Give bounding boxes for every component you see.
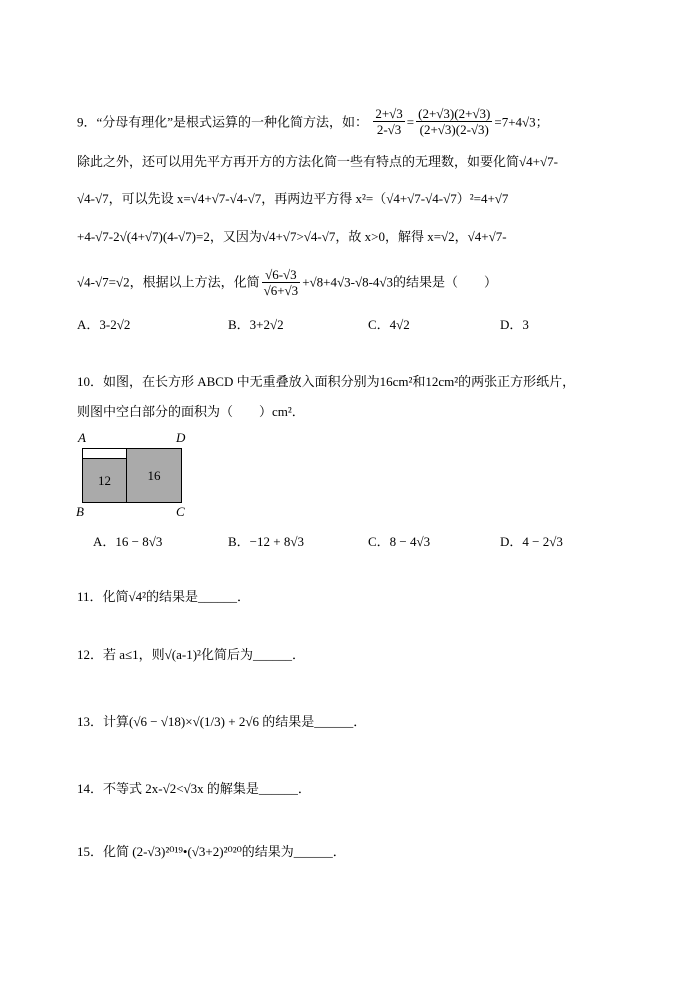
q10-line-1: 10．如图，在长方形 ABCD 中无重叠放入面积分别为16cm²和12cm²的两张正方形纸片， [77,374,576,389]
q9-intro: “分母有理化”是根式运算的一种化简方法，如： [96,114,369,130]
fig-label-d: D [176,430,186,445]
q9-example-lhs [373,106,404,137]
q9-line-4: +4-√7-2√(4+√7)(4-√7)=2，又因为√4+√7>√4-√7，故 x>0，解得 x=√2，√4+√7- [77,229,507,244]
q9-number: 9． [77,114,97,130]
q10-figure [74,430,194,522]
square-16-label: 16 [147,468,161,483]
q9-option-c[interactable]: C．4√2 [368,317,410,332]
question-12: 12．若 a≤1，则√(a-1)²化简后为______． [77,647,305,662]
square-16 [126,448,182,503]
q9-line-2-expr: √4+√7- [519,154,558,169]
question-15: 15．化简 (2-√3)²⁰¹⁹•(√3+2)²⁰²⁰的结果为______． [77,844,346,859]
question-14: 14．不等式 2x-√2<√3x 的解集是______． [77,781,311,796]
q9-ex-result: =7+4√3； [494,114,549,130]
q9-option-a[interactable]: A．3-2√2 [77,317,131,332]
q9-line-2-text: 除此之外，还可以用先平方再开方的方法化简一些有特点的无理数，如要化简 [77,154,520,169]
q10-option-d[interactable]: D．4 − 2√3 [500,534,563,549]
q9-option-d[interactable]: D．3 [500,317,529,332]
q9-line-5 [77,267,498,298]
q10-option-c[interactable]: C．8 − 4√3 [368,534,431,549]
fig-label-b: B [76,504,84,519]
square-12-label: 12 [98,473,111,488]
q9-option-b[interactable]: B．3+2√2 [228,317,284,332]
question-11: 11．化简√4²的结果是______． [77,589,251,604]
q9-ex-rhs-num: (2+√3)(2+√3) [418,106,491,121]
q9-line-5-frac [262,267,301,298]
q9-l5-frac-num: √6-√3 [262,267,301,283]
q9-l5-frac-den: √6+√3 [263,283,299,298]
q9-line-5-a: √4-√7=√2，根据以上方法，化简 [77,274,260,290]
q9-example-rhs [416,106,492,137]
q9-ex-lhs-num: 2+√3 [375,106,403,121]
fig-label-c: C [176,504,185,519]
q9-line-3: √4-√7，可以先设 x=√4+√7-√4-√7，再两边平方得 x²=（√4+√7-√4-√7）²=4+√7 [77,191,509,206]
q9-line-1: 9．“分母有理化”是根式运算的一种化简方法，如： $\frac{2+√3}{2-√3}$ = $\frac{(2+√3)(2+√3)}{(2+√3)(2-√3)}$ =7+4√3； [77,106,549,137]
q10-option-b[interactable]: B．−12 + 8√3 [228,534,304,549]
q9-line-2 [77,152,558,172]
q10-option-a[interactable]: A．16 − 8√3 [93,534,163,549]
fig-label-a: A [78,430,86,445]
q9-ex-lhs-den: 2-√3 [376,122,402,137]
q10-line-2: 则图中空白部分的面积为（ ）cm²． [77,404,305,419]
question-13: 13．计算(√6 − √18)×√(1/3) + 2√6 的结果是______． [77,714,367,729]
square-12 [82,458,127,503]
q9-ex-rhs-den: (2+√3)(2-√3) [419,122,489,137]
q9-line-5-b: +√8+4√3-√8-4√3的结果是（ ） [302,274,498,290]
